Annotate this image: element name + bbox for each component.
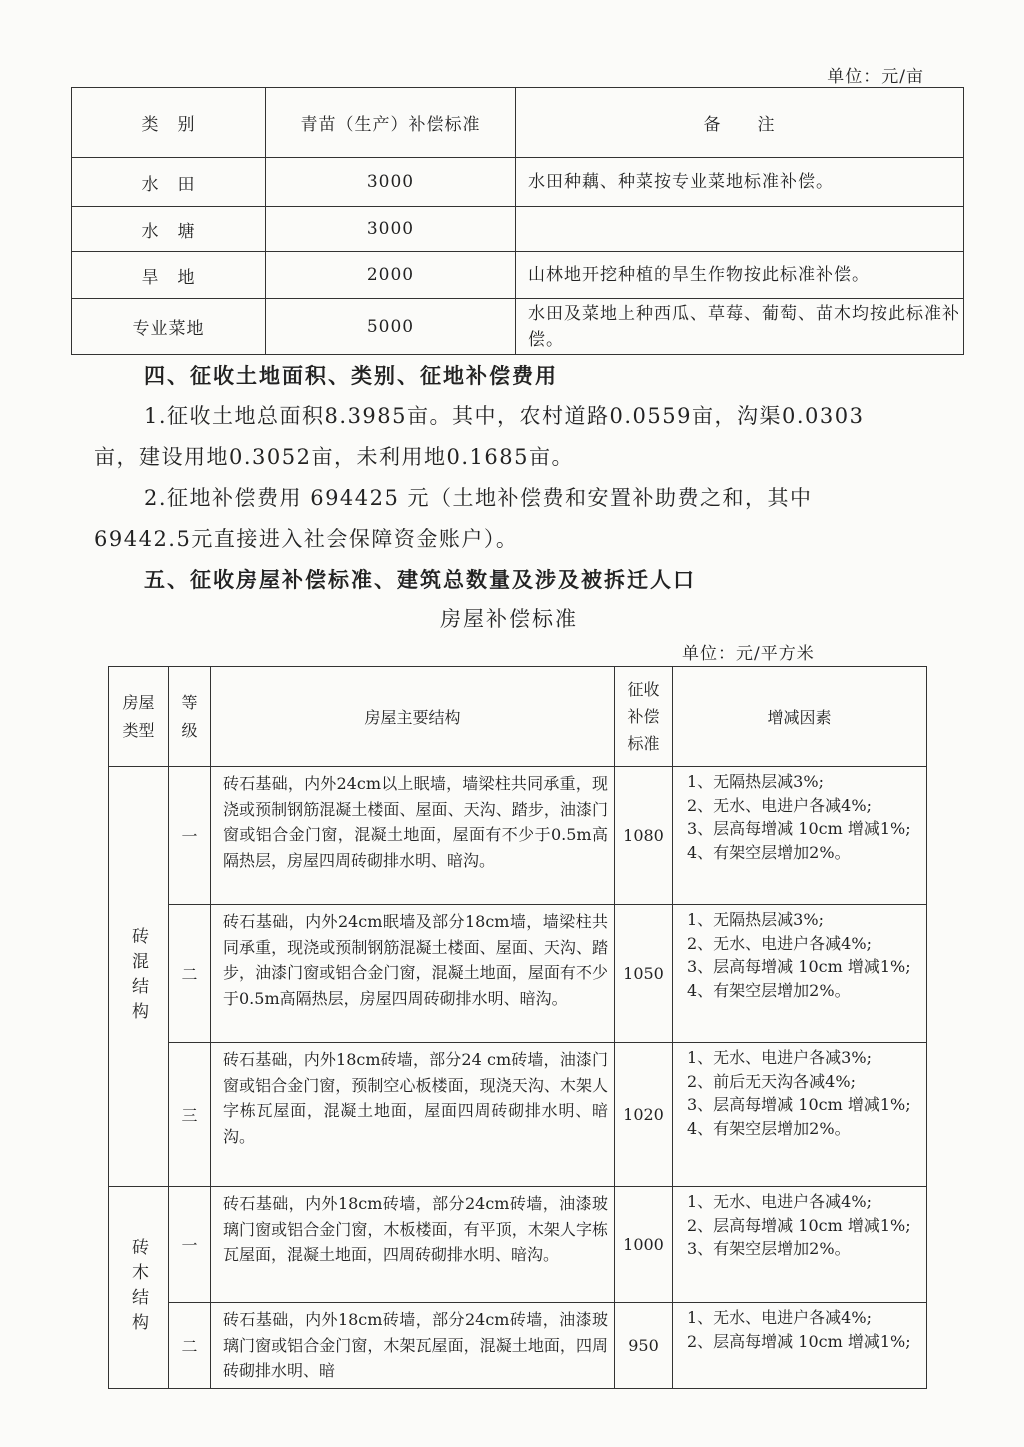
table-row (109, 1187, 927, 1303)
factor-item: 2、前后无天沟各减4%; (687, 1071, 856, 1091)
factor-item: 4、有架空层增加2%。 (687, 980, 851, 1000)
crop-value: 2000 (266, 252, 516, 299)
unit-label-house: 单位：元/平方米 (682, 644, 815, 664)
header-factors: 增减因素 (673, 667, 927, 767)
structure-desc: 砖石基础，内外18cm砖墙，部分24cm砖墙，油漆玻璃门窗或铝合金门窗，木板楼面，有平顶，木架人字栋瓦屋面，混凝土地面，四周砖砌排水明、暗沟。 (211, 1187, 615, 1303)
crop-compensation-table (71, 87, 964, 355)
paragraph-2-line-2: 69442.5元直接进入社会保障资金账户）。 (94, 527, 519, 551)
section-4-heading: 四、征收土地面积、类别、征地补偿费用 (144, 363, 558, 388)
header-remarks: 备 注 (516, 88, 964, 158)
factor-item: 1、无水、电进户各减3%; (687, 1048, 872, 1067)
crop-type: 水 塘 (72, 207, 266, 252)
table-row (109, 1043, 927, 1187)
table-row (72, 207, 964, 252)
table-row (109, 1303, 927, 1389)
table-row (72, 252, 964, 299)
header-house-type: 房屋类型 (122, 692, 155, 740)
structure-desc: 砖石基础，内外18cm砖墙，部分24 cm砖墙，油漆门窗或铝合金门窗，预制空心板楼面，现浇天沟、木架人字栋瓦屋面，混凝土地面，屋面四周砖砌排水明、暗沟。 (211, 1043, 615, 1187)
header-standard: 征收补偿标准 (627, 680, 660, 753)
crop-note (516, 207, 964, 252)
crop-value: 3000 (266, 158, 516, 207)
grade: 一 (169, 767, 211, 905)
crop-value: 3000 (266, 207, 516, 252)
paragraph-1-line-1: 1.征收土地总面积8.3985亩。其中，农村道路0.0559亩，沟渠0.0303 (144, 404, 865, 428)
factor-item: 1、无隔热层减3%; (687, 910, 824, 929)
crop-type: 专业菜地 (72, 299, 266, 355)
grade: 二 (169, 905, 211, 1043)
house-table-title: 房屋补偿标准 (440, 607, 578, 631)
house-compensation-table (108, 666, 927, 1389)
factor-item: 2、无水、电进户各减4%; (687, 933, 872, 953)
table-row (109, 767, 927, 905)
crop-value: 5000 (266, 299, 516, 355)
factors (673, 905, 927, 1043)
factor-item: 3、层高每增减 10cm 增减1%; (687, 819, 911, 838)
structure-desc: 砖石基础，内外18cm砖墙，部分24cm砖墙，油漆玻璃门窗或铝合金门窗，木架瓦屋面，混凝土地面，四周砖砌排水明、暗 (211, 1303, 615, 1389)
price: 1080 (615, 767, 673, 905)
house-type-brick-concrete: 砖混结构 (128, 926, 148, 1027)
paragraph-1-line-2: 亩，建设用地0.3052亩，未利用地0.1685亩。 (94, 445, 574, 469)
header-standard: 青苗（生产）补偿标准 (266, 88, 516, 158)
factors (673, 1043, 927, 1187)
factors (673, 1187, 927, 1303)
grade: 二 (169, 1303, 211, 1389)
factors (673, 1303, 927, 1389)
table-row (72, 299, 964, 355)
factor-item: 2、层高每增减 10cm 增减1%; (687, 1331, 911, 1351)
structure-desc: 砖石基础，内外24cm眠墙及部分18cm墙，墙梁柱共同承重，现浇或预制钢筋混凝土楼面、屋面、天沟、踏步，油漆门窗或铝合金门窗，混凝土地面，屋面有不少于0.5m高隔热层，房屋四周砖砌排水明、暗沟。 (211, 905, 615, 1043)
factor-item: 4、有架空层增加2%。 (687, 842, 851, 862)
factor-item: 1、无水、电进户各减4%; (687, 1192, 872, 1211)
crop-type: 水 田 (72, 158, 266, 207)
price: 1020 (615, 1043, 673, 1187)
header-category: 类 别 (72, 88, 266, 158)
table-header-row (72, 88, 964, 158)
factor-item: 2、层高每增减 10cm 增减1%; (687, 1215, 911, 1235)
factors (673, 767, 927, 905)
crop-note: 山林地开挖种植的旱生作物按此标准补偿。 (516, 252, 964, 299)
factor-item: 4、有架空层增加2%。 (687, 1118, 851, 1138)
grade: 一 (169, 1187, 211, 1303)
header-structure: 房屋主要结构 (211, 667, 615, 767)
price: 950 (615, 1303, 673, 1389)
grade: 三 (169, 1043, 211, 1187)
factor-item: 1、无水、电进户各减4%; (687, 1308, 872, 1327)
factor-item: 1、无隔热层减3%; (687, 772, 824, 791)
table-row (109, 905, 927, 1043)
crop-type: 旱 地 (72, 252, 266, 299)
unit-label-crops: 单位：元/亩 (827, 67, 924, 87)
crop-note: 水田种藕、种菜按专业菜地标准补偿。 (516, 158, 964, 207)
factor-item: 3、层高每增减 10cm 增减1%; (687, 1095, 911, 1114)
price: 1000 (615, 1187, 673, 1303)
factor-item: 3、层高每增减 10cm 增减1%; (687, 957, 911, 976)
price: 1050 (615, 905, 673, 1043)
table-row (72, 158, 964, 207)
paragraph-2-line-1: 2.征地补偿费用 694425 元（土地补偿费和安置补助费之和，其中 (144, 486, 813, 510)
section-5-heading: 五、征收房屋补偿标准、建筑总数量及涉及被拆迁人口 (144, 567, 696, 592)
header-grade: 等级 (181, 692, 198, 740)
factor-item: 3、有架空层增加2%。 (687, 1239, 851, 1258)
structure-desc: 砖石基础，内外24cm以上眠墙，墙梁柱共同承重，现浇或预制钢筋混凝土楼面、屋面、天沟、踏步，油漆门窗或铝合金门窗，混凝土地面，屋面有不少于0.5m高隔热层，房屋四周砖砌排水明、暗沟。 (211, 767, 615, 905)
table-header-row (109, 667, 927, 767)
house-type-brick-wood: 砖木结构 (128, 1237, 148, 1338)
crop-note: 水田及菜地上种西瓜、草莓、葡萄、苗木均按此标准补偿。 (516, 299, 964, 355)
factor-item: 2、无水、电进户各减4%; (687, 795, 872, 815)
